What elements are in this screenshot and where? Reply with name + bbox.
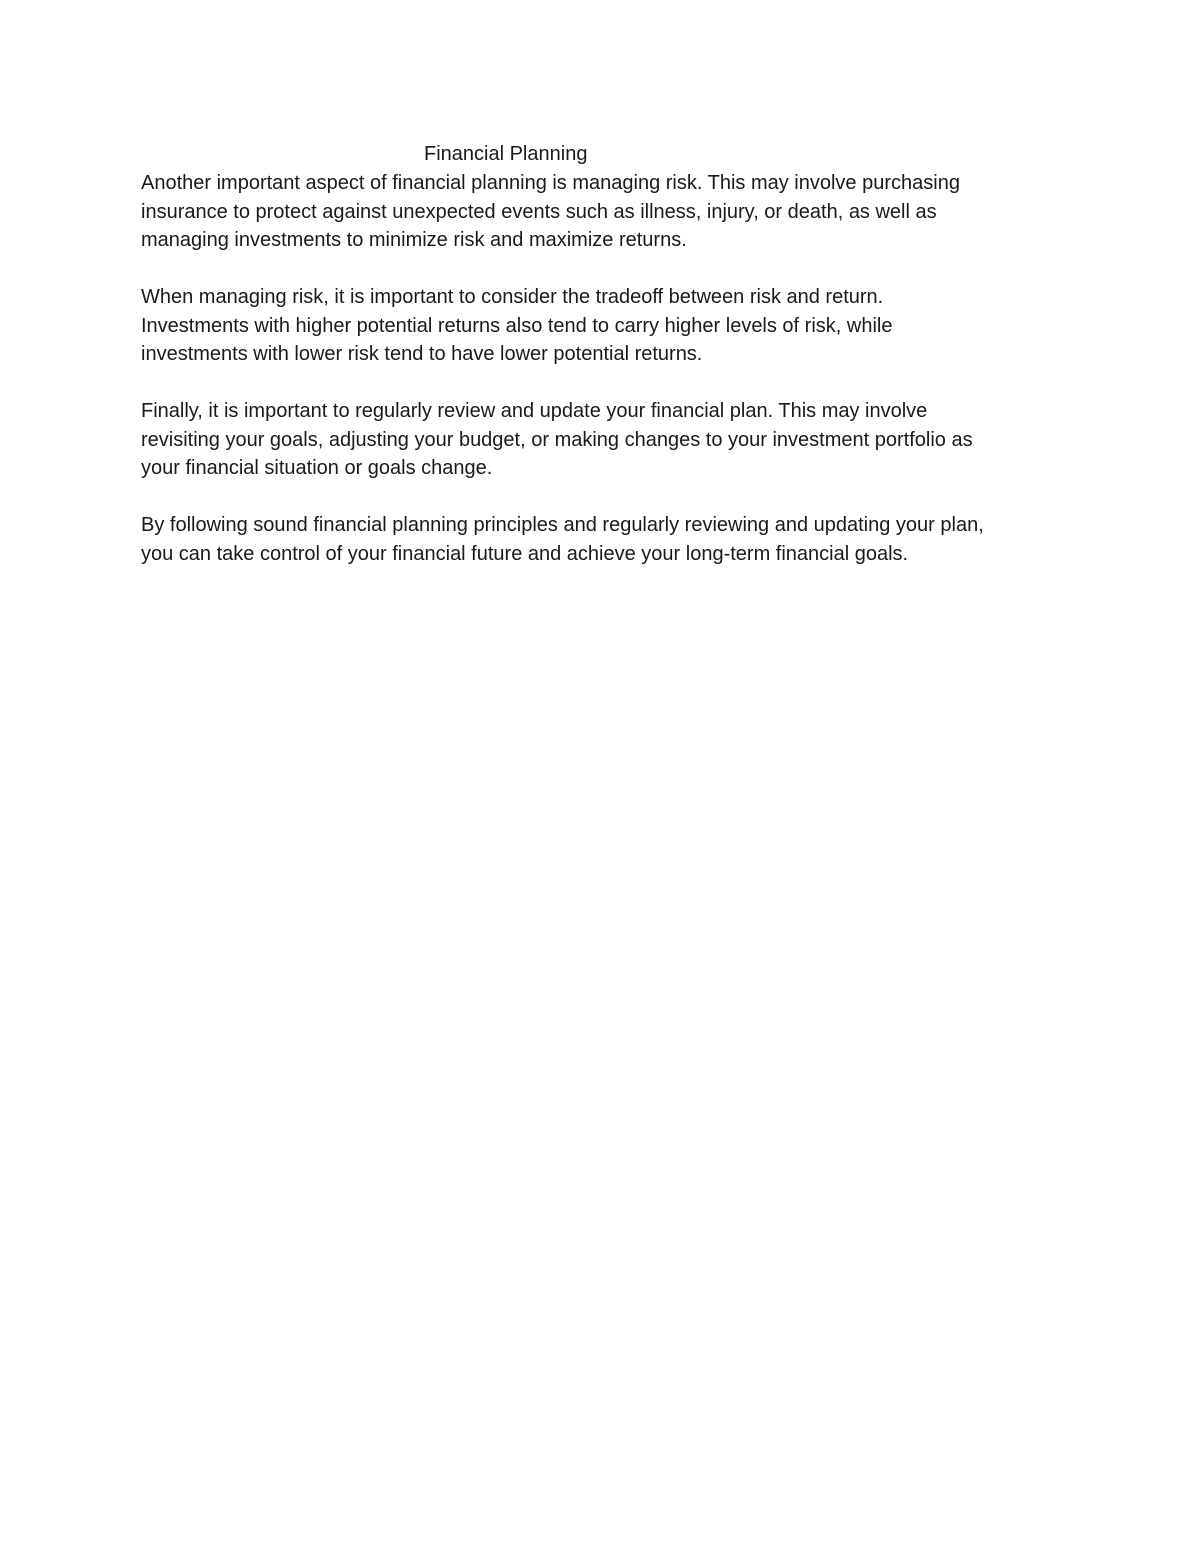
paragraph-line: you can take control of your financial future and achieve your long-term financial goals. — [141, 542, 909, 565]
paragraph-line: Investments with higher potential returns also tend to carry higher levels of risk, while — [141, 314, 893, 337]
paragraph-line: By following sound financial planning principles and regularly reviewing and updating your plan, — [141, 514, 984, 536]
paragraph-line: investments with lower risk tend to have lower potential returns. — [141, 343, 703, 365]
paragraph-conclusion — [141, 511, 984, 568]
paragraph-review-plan — [141, 397, 973, 483]
paragraph-line: insurance to protect against unexpected events such as illness, injury, or death, as well as — [141, 200, 937, 223]
paragraph-line: When managing risk, it is important to consider the tradeoff between risk and return. — [141, 286, 884, 308]
document-title: Financial Planning — [424, 143, 588, 165]
paragraph-managing-risk — [141, 169, 960, 255]
paragraph-line: your financial situation or goals change. — [141, 457, 493, 479]
paragraph-line: Another important aspect of financial planning is managing risk. This may involve purchasing — [141, 172, 960, 194]
paragraph-line: revisiting your goals, adjusting your budget, or making changes to your investment portfolio as — [141, 428, 973, 451]
paragraph-line: Finally, it is important to regularly review and update your financial plan. This may involve — [141, 400, 928, 422]
paragraph-risk-return-tradeoff — [141, 283, 892, 369]
paragraph-line: managing investments to minimize risk and maximize returns. — [141, 229, 687, 251]
